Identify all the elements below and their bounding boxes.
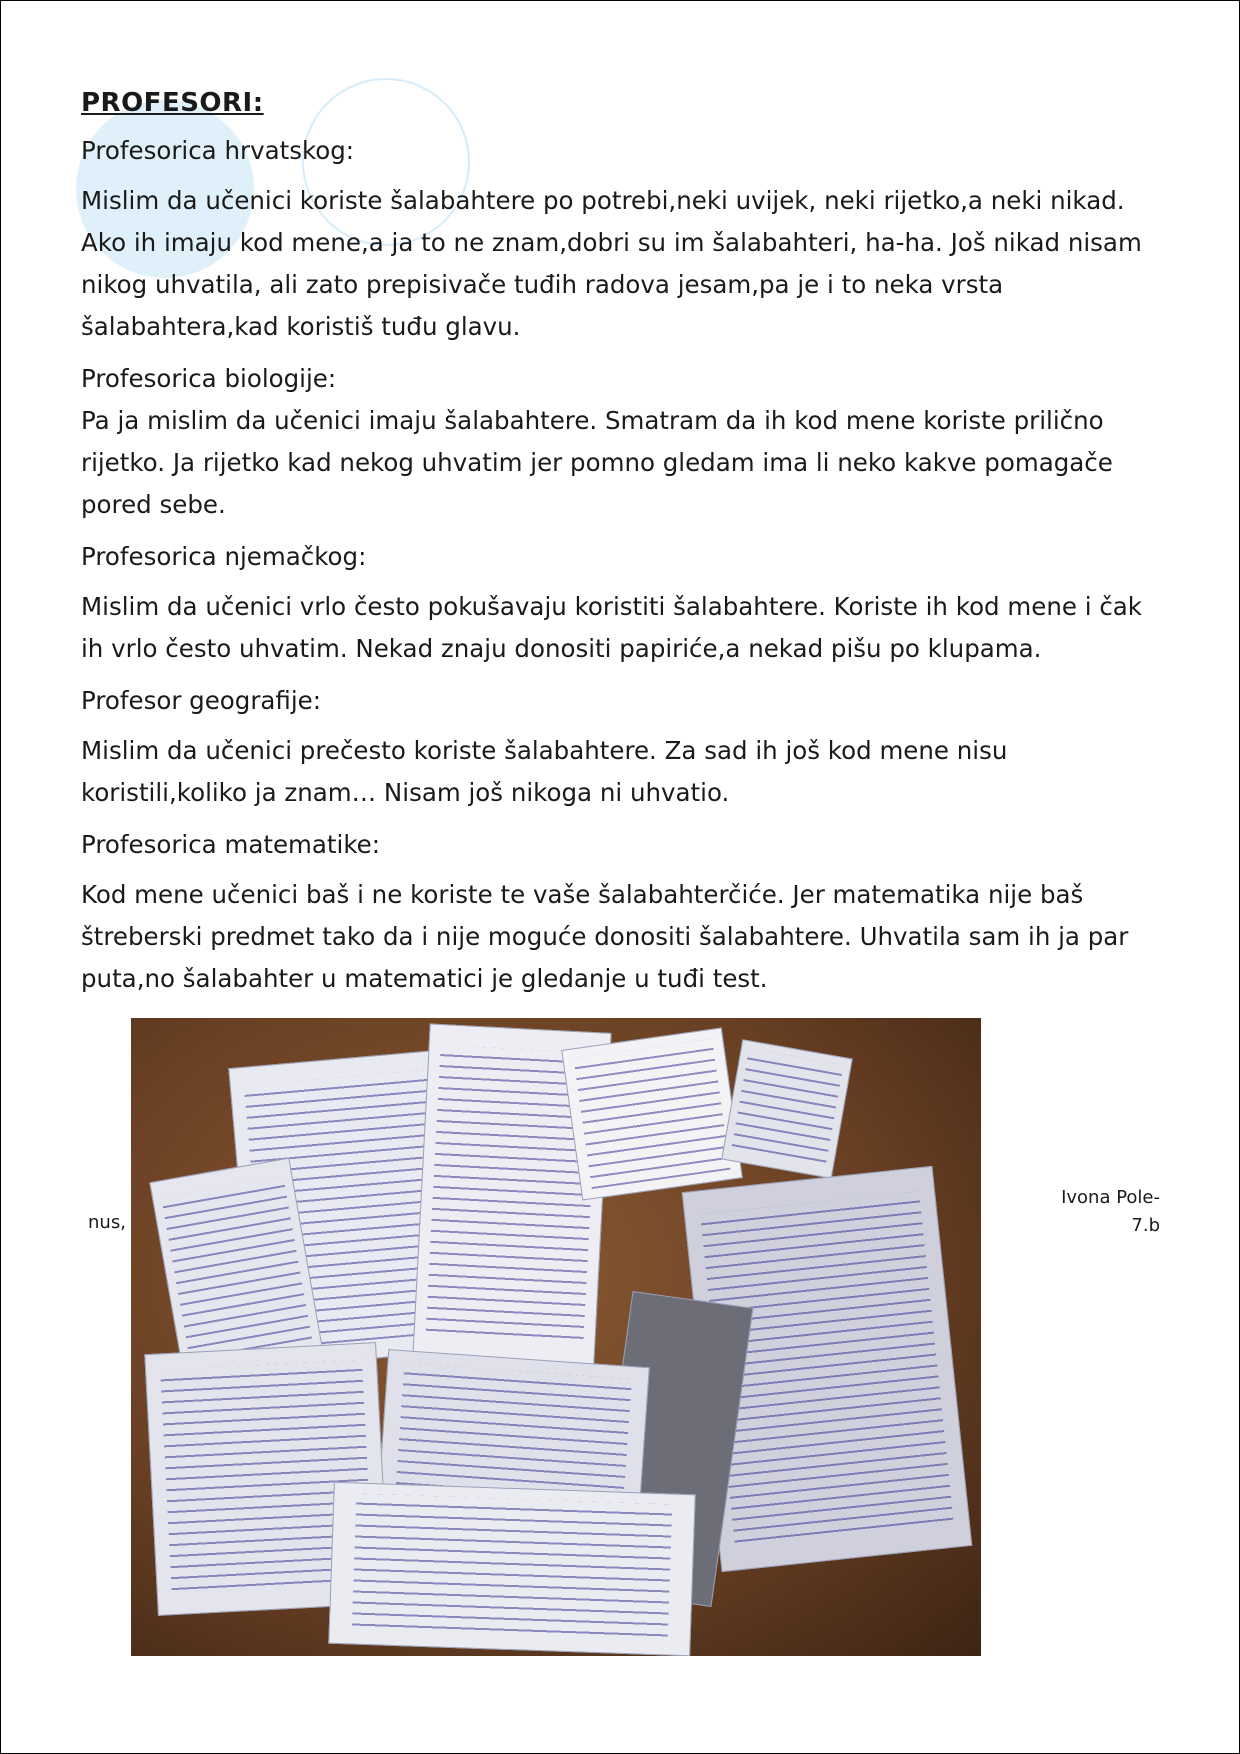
article-body	[81, 82, 1161, 1010]
section-text-biology: Pa ja mislim da učenici imaju šalabahtere. Smatram da ih kod mene koriste prilično rijetko. Ja rijetko kad nekog uhvatim jer pomno gledam ima li neko kakve pomagače pored sebe.	[81, 406, 1113, 519]
section-text-croatian: Mislim da učenici koriste šalabahtere po potrebi,neki uvijek, neki rijetko,a neki nikad. Ako ih imaju kod mene,a ja to ne znam,dobri su im šalabahteri, ha-ha. Još nikad nisam nikog uhvatila, ali zato prepisivače tuđih radova jesam,pa je i to neka vrsta šalabahtera,kad koristiš tuđu glavu.	[81, 186, 1142, 341]
caption-author: Ivona Pole-	[1061, 1187, 1160, 1208]
section-label-german: Profesorica njemačkog:	[81, 542, 367, 571]
section-text-german: Mislim da učenici vrlo često pokušavaju koristiti šalabahtere. Koriste ih kod mene i čak ih vrlo često uhvatim. Nekad znaju donositi papiriće,a nekad pišu po klupama.	[81, 592, 1142, 663]
section-text-geography: Mislim da učenici prečesto koriste šalabahtere. Za sad ih još kod mene nisu koristili,koliko ja znam… Nisam još nikoga ni uhvatio.	[81, 736, 1008, 807]
section-label-geography: Profesor geografije:	[81, 686, 321, 715]
paper-note	[721, 1039, 852, 1179]
paper-note	[561, 1027, 743, 1200]
photo-caption-right	[1020, 1184, 1160, 1240]
section-label-croatian: Profesorica hrvatskog:	[81, 136, 355, 165]
page-heading: PROFESORI:	[81, 88, 264, 118]
section-label-math: Profesorica matematike:	[81, 830, 380, 859]
photo-caption-left: nus,	[88, 1212, 126, 1233]
cheat-sheets-photo	[131, 1018, 981, 1656]
section-text-math: Kod mene učenici baš i ne koriste te vaše šalabahterčiće. Jer matematika nije baš štreberski predmet tako da i nije moguće donositi šalabahtere. Uhvatila sam ih ja par puta,no šalabahter u matematici je gledanje u tuđi test.	[81, 880, 1129, 993]
caption-class: 7.b	[1131, 1215, 1160, 1236]
paper-note	[328, 1482, 695, 1656]
section-label-biology: Profesorica biologije:	[81, 364, 337, 393]
